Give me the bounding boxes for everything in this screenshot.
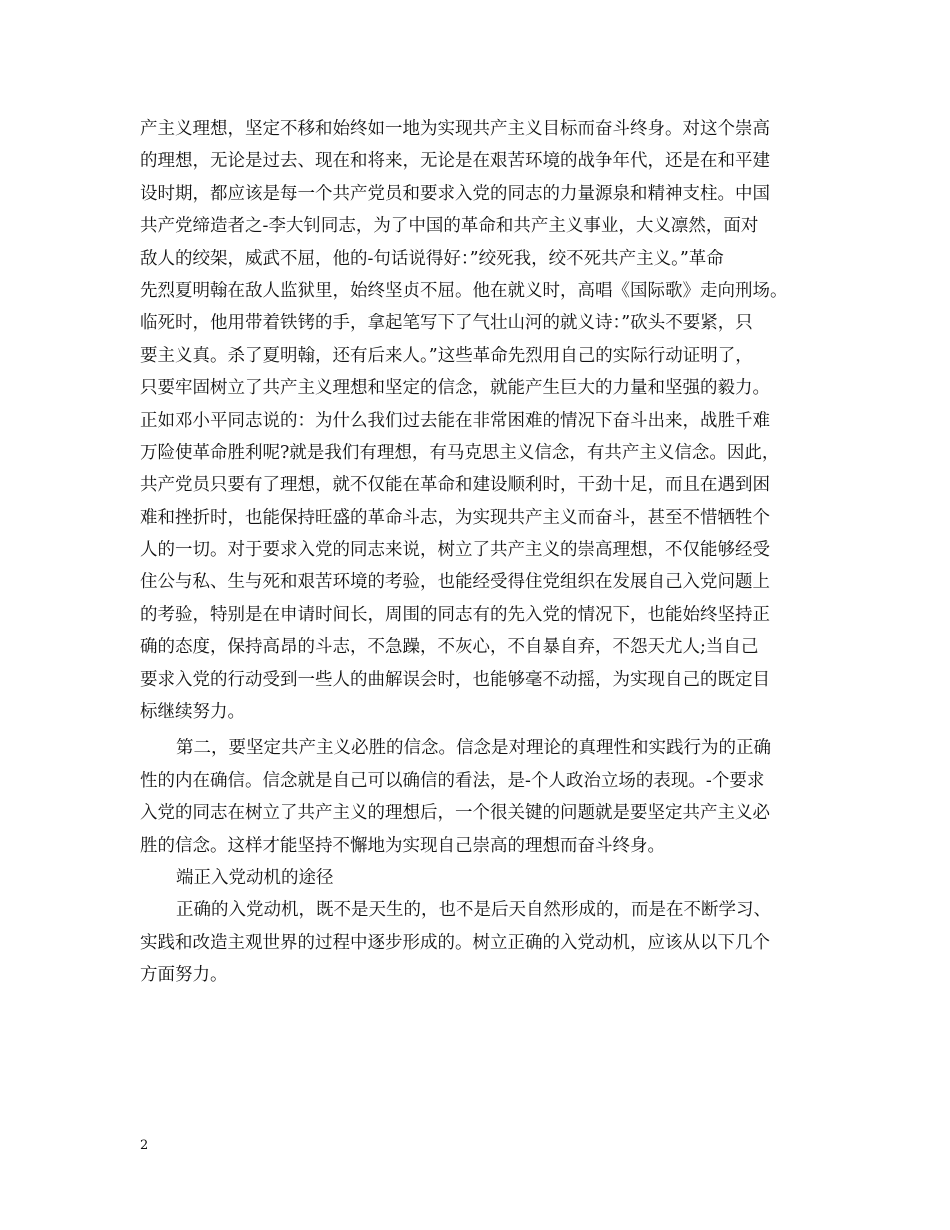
text-line: 临死时，他用带着铁铐的手，拿起笔写下了气壮山河的就义诗：”砍头不要紧，只 [140,313,753,334]
text-line: 只要牢固树立了共产主义理想和坚定的信念，就能产生巨大的力量和坚强的毅力。 [140,378,770,399]
text-line: 实践和改造主观世界的过程中逐步形成的。树立正确的入党动机，应该从以下几个 [140,932,770,953]
section-heading: 端正入党动机的途径 [176,867,334,888]
text-line: 人的一切。对于要求入党的同志来说，树立了共产主义的崇高理想，不仅能够经受 [140,540,770,561]
text-line: 标继续努力。 [140,702,245,723]
text-line: 先烈夏明翰在敌人监狱里，始终坚贞不屈。他在就义时，高唱《国际歌》走向刑场。 [140,280,788,301]
page-number: 2 [140,1138,149,1153]
text-line: 住公与私、生与死和艰苦环境的考验，也能经受得住党组织在发展自己入党问题上 [140,572,770,593]
text-line: 性的内在确信。信念就是自己可以确信的看法，是-个人政治立场的表现。-个要求 [140,770,765,791]
text-line: 敌人的绞架，威武不屈，他的-句话说得好：”绞死我，绞不死共产主义。”革命 [140,248,724,269]
text-line: 产主义理想，坚定不移和始终如一地为实现共产主义目标而奋斗终身。对这个崇高 [140,119,770,139]
text-line: 胜的信念。这样才能坚持不懈地为实现自己崇高的理想而奋斗终身。 [140,835,665,856]
paragraph-start-line: 第二，要坚定共产主义必胜的信念。信念是对理论的真理性和实践行为的正确 [176,738,771,759]
text-line: 的考验，特别是在申请时间长，周围的同志有的先入党的情况下，也能始终坚持正 [140,604,770,625]
text-line: 共产党缔造者之-李大钊同志，为了中国的革命和共产主义事业，大义凛然，面对 [140,216,759,237]
text-line: 万险使革命胜利呢?就是我们有理想，有马克思主义信念，有共产主义信念。因此， [140,442,780,463]
text-line: 的理想，无论是过去、现在和将来，无论是在艰苦环境的战争年代，还是在和平建 [140,151,770,172]
text-line: 入党的同志在树立了共产主义的理想后，一个很关键的问题就是要坚定共产主义必 [140,803,770,824]
text-line: 要主义真。杀了夏明翰，还有后来人。”这些革命先烈用自己的实际行动证明了， [140,345,753,366]
text-line: 共产党员只要有了理想，就不仅能在革命和建设顺利时，干劲十足，而且在遇到困 [140,475,770,496]
paragraph-start-line: 正确的入党动机，既不是天生的，也不是后天自然形成的，而是在不断学习、 [176,900,771,921]
text-line: 正如邓小平同志说的：为什么我们过去能在非常困难的情况下奋斗出来，战胜千难 [140,410,770,431]
text-line: 确的态度，保持高昂的斗志，不急躁，不灰心，不自暴自弃，不怨天尤人;当自己 [140,637,759,658]
text-line: 难和挫折时，也能保持旺盛的革命斗志，为实现共产主义而奋斗，甚至不惜牺牲个 [140,507,770,528]
text-line: 要求入党的行动受到一些人的曲解误会时，也能够毫不动摇，为实现自己的既定目 [140,669,770,690]
body-text [140,113,820,992]
text-line: 方面努力。 [140,965,228,986]
text-line: 设时期，都应该是每一个共产党员和要求入党的同志的力量源泉和精神支柱。中国 [140,183,770,204]
